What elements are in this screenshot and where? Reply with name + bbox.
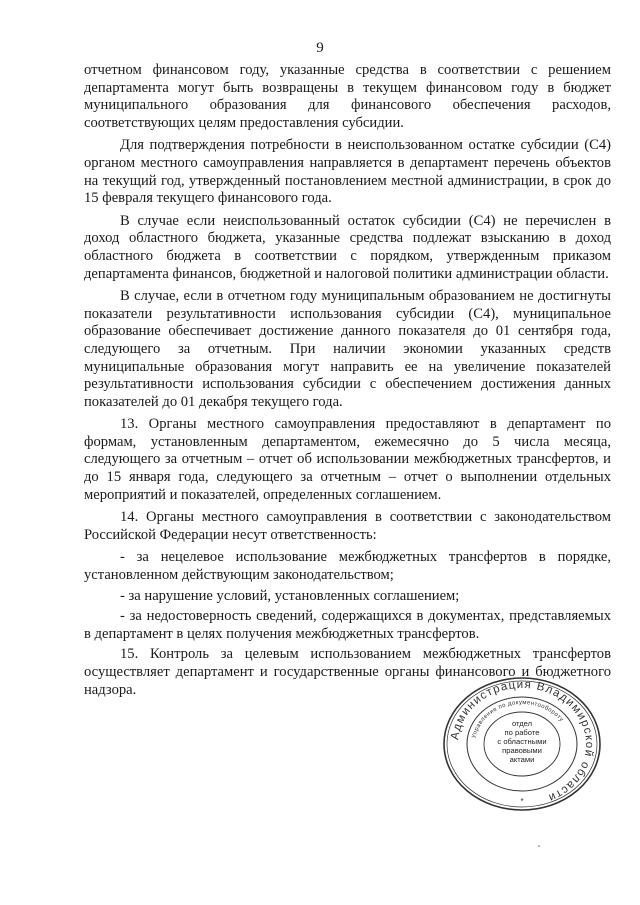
stamp-star-icon: * bbox=[520, 797, 524, 806]
list-item: - за недостоверность сведений, содержащихся в документах, представляемых в департамент в целях получения межбюджетных трансфертов. bbox=[84, 608, 611, 642]
official-stamp bbox=[440, 676, 604, 812]
paragraph-item-15: 15. Контроль за целевым использованием межбюджетных трансфертов осуществляет департамент и государственные органы финансового и бюджетного надзора. bbox=[84, 646, 611, 698]
list-item: - за нецелевое использование межбюджетных трансфертов в порядке, установленном действующим законодательством; bbox=[84, 549, 611, 584]
stamp-center-line: с областными bbox=[497, 737, 547, 746]
scan-speck bbox=[538, 845, 540, 847]
stamp-center-line: по работе bbox=[504, 728, 540, 737]
document-body bbox=[84, 62, 611, 704]
stamp-center-line: правовыми bbox=[502, 746, 542, 755]
list-item: - за нарушение условий, установленных соглашением; bbox=[120, 587, 460, 604]
stamp-outer-text: Администрация Владимирской области bbox=[449, 678, 596, 804]
paragraph: В случае, если в отчетном году муниципальным образованием не достигнуты показатели результативности использования субсидии (С4), муниципальное образование обеспечивает достижение данного показателя до 01 сентября года, следующего за отчетным. При наличии экономии указанных средств муниципальные образования могут направить ее на увеличение показателей результативности использования субсидии с обеспечением достижения данных показателей до 01 декабря текущего года. bbox=[84, 288, 611, 410]
paragraph-item-14: 14. Органы местного самоуправления в соответствии с законодательством Российской Федерации несут ответственность: bbox=[84, 509, 611, 543]
stamp-center-line: отдел bbox=[511, 719, 533, 728]
paragraph: Для подтверждения потребности в неиспользованном остатке субсидии (С4) органом местного самоуправления направляется в департамент перечень объектов на текущий год, утвержденный постановлением местной администрации, в срок до 15 февраля текущего финансового года. bbox=[84, 137, 611, 207]
paragraph-item-13: 13. Органы местного самоуправления предоставляют в департамент по формам, установленным департаментом, ежемесячно до 5 числа месяца, следующего за отчетным – отчет об использовании межбюджетных трансфертов, и до 15 января года, следующего за отчетным – отчет о выполнении отдельных мероприятий и показателей, определенных соглашением. bbox=[84, 416, 611, 503]
stamp-seal bbox=[440, 676, 604, 812]
paragraph: В случае если неиспользованный остаток субсидии (С4) не перечислен в доход областного бюджета, указанные средства подлежат взысканию в доход областного бюджета в соответствии с порядком, утвержденным приказом департамента финансов, бюджетной и налоговой политики администрации области. bbox=[84, 212, 611, 282]
paragraph: отчетном финансовом году, указанные средства в соответствии с решением департамента могут быть возвращены в текущем финансовом году в бюджет муниципального образования для финансового обеспечения расходов, соответствующих целям предоставления субсидии. bbox=[84, 62, 611, 131]
stamp-center-line: актами bbox=[509, 755, 535, 764]
stamp-inner-ring-text: Управление по документообороту bbox=[471, 699, 565, 739]
page-number: 9 bbox=[316, 40, 324, 56]
